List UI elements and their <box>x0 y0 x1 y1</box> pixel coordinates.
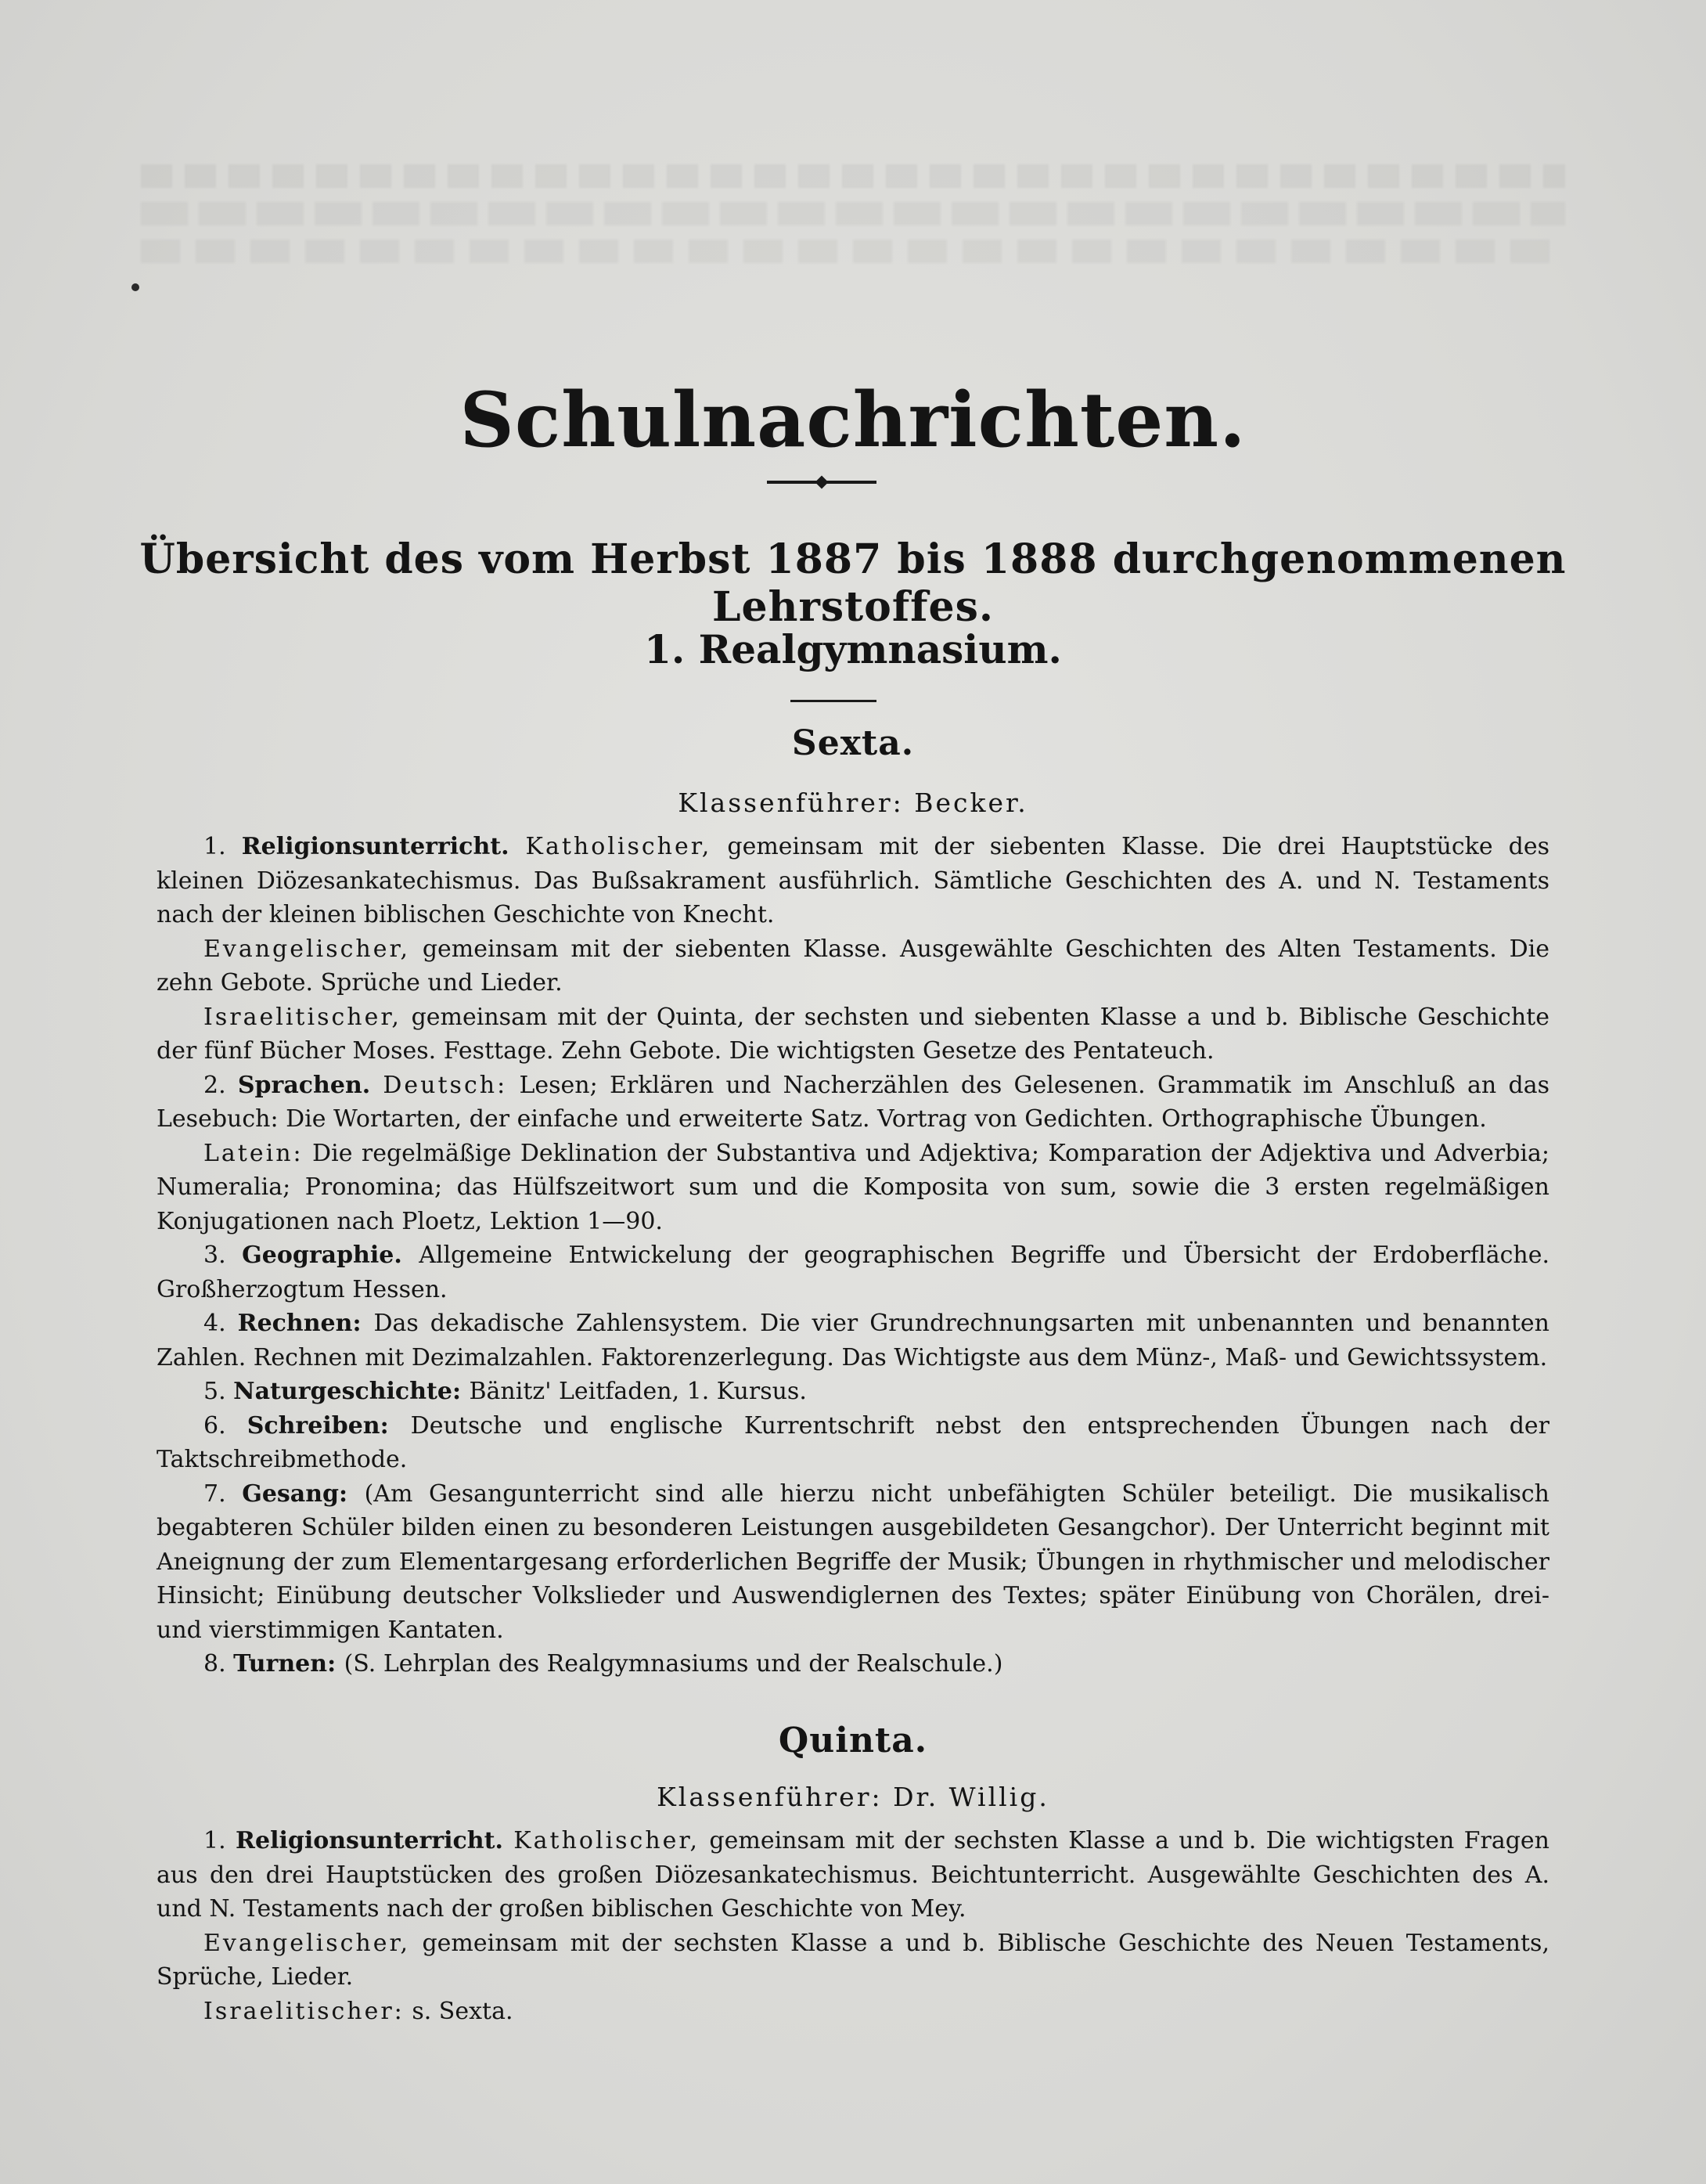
curriculum-entry <box>157 830 1549 932</box>
page-subtitle: Übersicht des vom Herbst 1887 bis 1888 durchgenommenen Lehrstoffes. <box>139 535 1567 631</box>
entry-number: 4. <box>203 1310 238 1337</box>
curriculum-entry <box>157 1824 1549 1926</box>
curriculum-entry <box>157 1306 1549 1375</box>
entry-text: s. Sexta. <box>404 1997 513 2025</box>
entry-number: 3. <box>203 1242 243 1269</box>
entry-text: Das dekadische Zahlensystem. Die vier Grundrechnungsarten mit unbenannten und benannten Zahlen. Rechnen mit Dezimalzahlen. Faktorenzerlegung. Das Wichtigste aus dem Münz-, Maß- und Gewichtssystem. <box>157 1310 1549 1371</box>
curriculum-entry <box>157 932 1549 1000</box>
class-heading-quinta: Quinta. <box>778 1721 928 1761</box>
class-leader-quinta: Klassenführer: Dr. Willig. <box>657 1782 1049 1812</box>
subject-label: Rechnen: <box>237 1310 374 1337</box>
page-title: Schulnachrichten. <box>459 376 1247 464</box>
subject-label: Sprachen. <box>237 1071 383 1099</box>
subject-subdivision: Israelitischer: <box>203 1997 405 2025</box>
curriculum-entry <box>157 1995 1549 2029</box>
part-title: 1. Realgymnasium. <box>644 626 1062 672</box>
subject-label: Religionsunterricht. <box>236 1827 514 1854</box>
subject-label: Turnen: <box>233 1650 344 1678</box>
class-leader-sexta: Klassenführer: Becker. <box>678 787 1028 818</box>
subject-subdivision: Deutsch: <box>383 1071 508 1099</box>
curriculum-entry <box>157 1238 1549 1306</box>
curriculum-entry <box>157 1137 1549 1239</box>
bleed-through-texture <box>141 202 1565 225</box>
entry-text: gemeinsam mit der siebenten Klasse. Ausgewählte Geschichten des Alten Testaments. Die zehn Gebote. Sprüche und Lieder. <box>157 935 1549 996</box>
ink-dot <box>131 283 139 291</box>
subject-label: Naturgeschichte: <box>233 1378 470 1405</box>
quinta-curriculum <box>157 1824 1549 2028</box>
entry-text: Die regelmäßige Deklination der Substantiva und Adjektiva; Komparation der Adjektiva und Adverbia; Numeralia; Pronomina; das Hülfszeitwort sum und die Komposita von sum, sowie die 3 ersten regelmäßigen Konjugationen nach Ploetz, Lektion 1—90. <box>157 1139 1549 1235</box>
subject-subdivision: Katholischer, <box>513 1827 700 1854</box>
curriculum-entry <box>157 1000 1549 1069</box>
subject-label: Geographie. <box>242 1242 419 1269</box>
entry-number: 1. <box>203 833 242 860</box>
bleed-through-texture <box>141 240 1565 263</box>
subject-subdivision: Latein: <box>203 1139 304 1167</box>
entry-text: Deutsche und englische Kurrentschrift nebst den entsprechenden Übungen nach der Taktschreibmethode. <box>157 1411 1549 1473</box>
entry-text: gemeinsam mit der sechsten Klasse a und b. Biblische Geschichte des Neuen Testaments, Sprüche, Lieder. <box>157 1929 1549 1991</box>
title-ornament-rule <box>767 481 876 484</box>
entry-text: Allgemeine Entwickelung der geographischen Begriffe und Übersicht der Erdoberfläche. Großherzogtum Hessen. <box>157 1242 1549 1303</box>
curriculum-entry <box>157 1375 1549 1409</box>
entry-text: gemeinsam mit der siebenten Klasse. Die drei Hauptstücke des kleinen Diözesankatechismus. Das Bußsakrament ausführlich. Sämtliche Geschichten des A. und N. Testaments nach der kleinen biblischen Geschichte von Knecht. <box>157 833 1550 928</box>
subject-label: Gesang: <box>242 1479 365 1508</box>
section-divider <box>790 700 876 702</box>
subject-label: Schreiben: <box>247 1411 411 1440</box>
entry-text: Lesen; Erklären und Nacherzählen des Gelesenen. Grammatik im Anschluß an das Lesebuch: Die Wortarten, der einfache und erweiterte Satz. Vortrag von Gedichten. Orthographische Übungen. <box>157 1071 1549 1133</box>
subject-label: Religionsunterricht. <box>241 833 526 860</box>
curriculum-entry <box>157 1409 1549 1477</box>
subject-subdivision: Israelitischer, <box>203 1003 401 1031</box>
entry-number: 5. <box>203 1378 234 1405</box>
curriculum-entry <box>157 1926 1549 1995</box>
entry-text: gemeinsam mit der Quinta, der sechsten und siebenten Klasse a und b. Biblische Geschichte der fünf Bücher Moses. Festtage. Zehn Gebote. Die wichtigsten Gesetze des Pentateuch. <box>157 1003 1549 1065</box>
entry-text: Bänitz' Leitfaden, 1. Kursus. <box>469 1378 807 1405</box>
entry-number: 8. <box>203 1650 234 1678</box>
entry-number: 7. <box>203 1479 243 1508</box>
subject-subdivision: Evangelischer, <box>203 935 411 963</box>
entry-number: 6. <box>203 1411 247 1440</box>
entry-number: 1. <box>203 1827 236 1854</box>
subject-subdivision: Evangelischer, <box>203 1929 411 1957</box>
curriculum-entry <box>157 1477 1549 1648</box>
entry-text: (S. Lehrplan des Realgymnasiums und der Realschule.) <box>344 1650 1003 1678</box>
class-heading-sexta: Sexta. <box>791 723 915 763</box>
curriculum-entry <box>157 1069 1549 1137</box>
subject-subdivision: Katholischer, <box>525 833 712 860</box>
entry-number: 2. <box>203 1071 238 1099</box>
entry-text: (Am Gesangunterricht sind alle hierzu nicht unbefähigten Schüler beteiligt. Die musikalisch begabteren Schüler bilden einen zu besonderen Leistungen ausgebildeten Gesangchor). Der Unterricht beginnt mit Aneignung der zum Elementargesang erforderlichen Begriffe der Musik; Übungen in rhythmischer und melodischer Hinsicht; Einübung deutscher Volkslieder und Auswendiglernen des Textes; später Einübung von Chorälen, drei- und vierstimmigen Kantaten. <box>157 1479 1549 1644</box>
curriculum-entry <box>157 1647 1549 1681</box>
entry-text: gemeinsam mit der sechsten Klasse a und b. Die wichtigsten Fragen aus den drei Hauptstücken des großen Diözesankatechismus. Beichtunterricht. Ausgewählte Geschichten des A. und N. Testaments nach der großen biblischen Geschichte von Mey. <box>157 1827 1550 1923</box>
bleed-through-texture <box>141 164 1565 188</box>
sexta-curriculum <box>157 830 1549 1681</box>
